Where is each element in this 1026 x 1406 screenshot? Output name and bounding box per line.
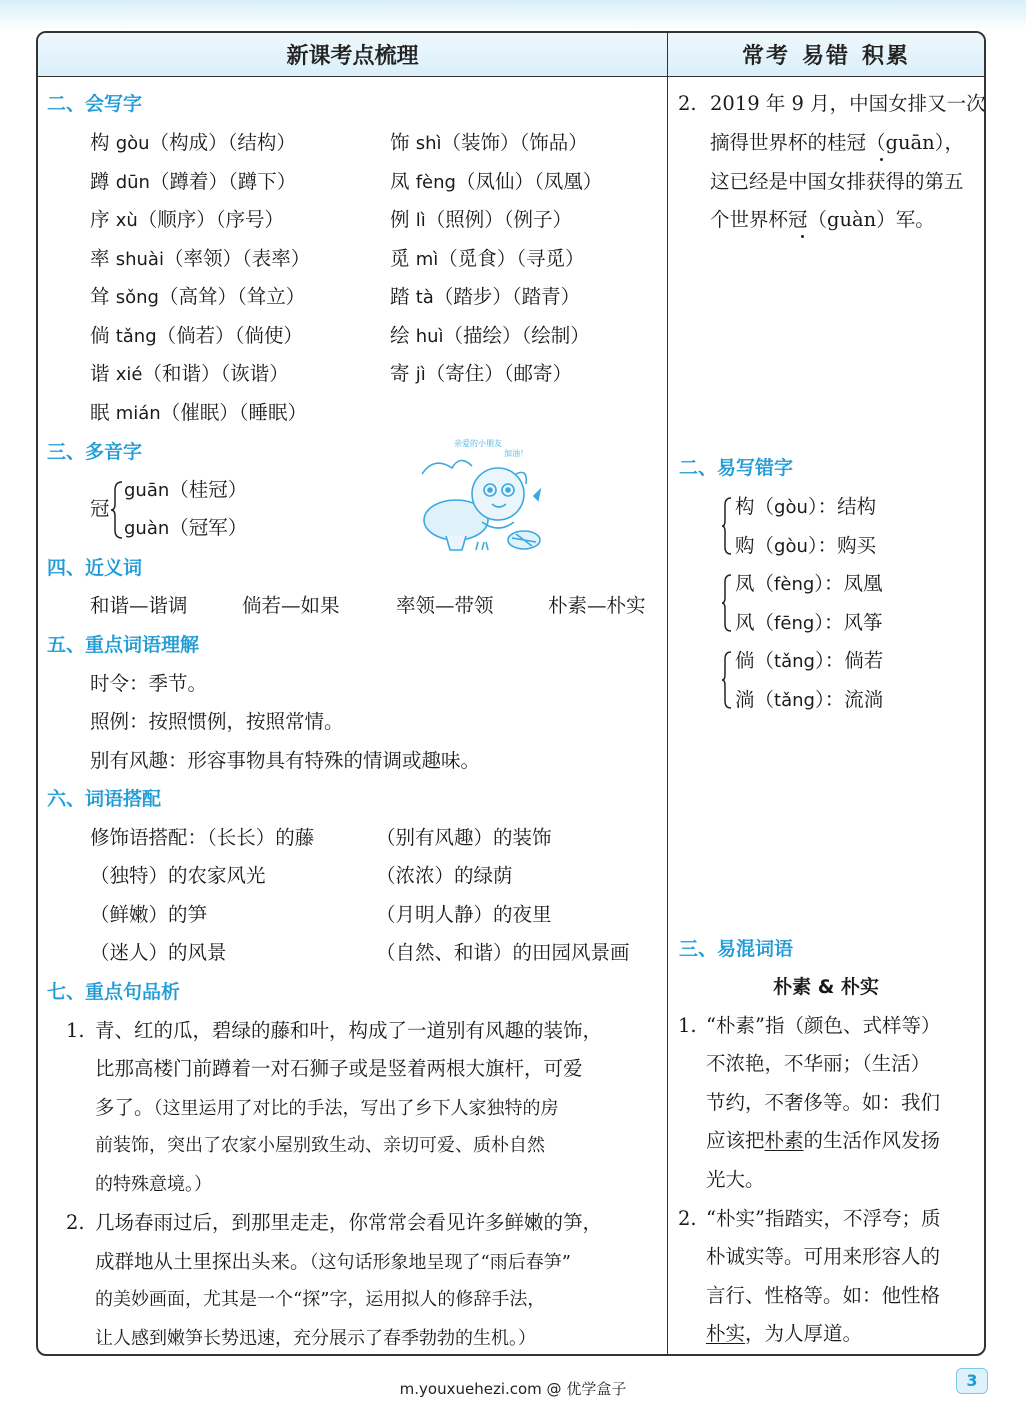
- word-explanation: 时令：季节。: [90, 672, 208, 695]
- collocation: （月明人静）的夜里: [376, 903, 552, 926]
- polyphone-reading: guàn（冠军）: [124, 516, 248, 539]
- collocation: （浓浓）的绿荫: [376, 864, 513, 887]
- right-column-header: [668, 33, 984, 77]
- error-char-entry: 购（gòu）：购买: [735, 534, 877, 557]
- left-column-header: 新课考点梳理: [38, 33, 667, 77]
- item-number: 1.: [678, 1014, 697, 1037]
- sentence-note: 的特殊意境。）: [95, 1174, 212, 1195]
- char-entry: 率 shuài（率领）（表率）: [90, 247, 311, 270]
- error-char-entry: 构（gòu）：结构: [735, 495, 877, 518]
- section-title-key-sentences: 七、重点句品析: [47, 981, 181, 1003]
- section-title-collocations: 六、词语搭配: [47, 788, 162, 810]
- char-entry: 谐 xié（和谐）（诙谐）: [90, 362, 289, 385]
- right-line: “朴实”指踏实，不浮夸；质: [706, 1207, 941, 1230]
- char-entry: 耸 sǒng（高耸）（耸立）: [90, 285, 306, 308]
- section-title-synonyms: 四、近义词: [47, 557, 143, 579]
- polyphone-reading: guān（桂冠）: [124, 478, 248, 501]
- sentence-note: 让人感到嫩笋长势迅速，充分展示了春季勃勃的生机。）: [95, 1328, 536, 1349]
- char-entry: 踏 tà（踏步）（踏青）: [390, 285, 581, 308]
- char-entry: 序 xù（顺序）（序号）: [90, 208, 285, 231]
- mascot-text: 加油！: [504, 449, 528, 458]
- right-line: 光大。: [706, 1168, 765, 1191]
- sentence-line: 几场春雨过后，到那里走走，你常常会看见许多鲜嫩的笋，: [95, 1211, 603, 1234]
- footer-site: m.youxuehezi.com @ 优学盒子: [399, 1380, 627, 1398]
- collocation: （鲜嫩）的笋: [90, 903, 208, 926]
- collocation: 修饰语搭配：（长长）的藤: [90, 826, 315, 849]
- sentence-line: 青、红的瓜，碧绿的藤和叶，构成了一道别有风趣的装饰，: [95, 1019, 603, 1042]
- char-entry: 寄 jì（寄住）（邮寄）: [390, 362, 572, 385]
- right-line: “朴素”指（颜色、式样等）: [706, 1014, 941, 1037]
- mascot-illustration: [416, 438, 551, 558]
- brace-icon: [721, 649, 733, 711]
- collocation: （别有风趣）的装饰: [376, 826, 552, 849]
- right-line: 个世界杯冠（guàn）军。: [710, 208, 935, 231]
- section-title-error-prone-chars: 二、易写错字: [679, 457, 794, 479]
- error-char-entry: 凤（fèng）：凤凰: [735, 572, 883, 595]
- right-line: 摘得世界杯的桂冠（guān），: [710, 131, 964, 154]
- char-entry: 倘 tǎng（倘若）（倘使）: [90, 324, 303, 347]
- right-line: 不浓艳，不华丽；（生活）: [706, 1052, 931, 1075]
- right-line: 2019 年 9 月，中国女排又一次: [710, 92, 986, 115]
- char-entry: 蹲 dūn（蹲着）（蹲下）: [90, 170, 297, 193]
- right-line: 朴实，为人厚道。: [706, 1322, 863, 1345]
- sentence-note: 的美妙画面，尤其是一个“探”字，运用拟人的修辞手法，: [95, 1289, 546, 1310]
- polyphone-char: 冠: [90, 497, 110, 520]
- synonym-pair: 朴素—朴实: [548, 594, 646, 617]
- char-entry: 饰 shì（装饰）（饰品）: [390, 131, 588, 154]
- top-decoration-band: [0, 0, 1026, 30]
- synonym-pair: 率领—带领: [396, 594, 494, 617]
- page-number: 3: [956, 1368, 988, 1394]
- section-title-writing-chars: 二、会写字: [47, 93, 143, 115]
- sentence-line: 比那高楼门前蹲着一对石狮子或是竖着两根大旗杆，可爱: [95, 1057, 583, 1080]
- char-entry: 例 lì（照例）（例子）: [390, 208, 572, 231]
- char-entry: 凤 fèng（凤仙）（凤凰）: [390, 170, 603, 193]
- sentence-line: 成群地从土里探出头来。（这句话形象地呈现了“雨后春笋”: [95, 1250, 571, 1273]
- word-explanation: 别有风趣：形容事物具有特殊的情调或趣味。: [90, 749, 481, 772]
- header-part-changkao: 常考: [741, 44, 790, 69]
- emphasis-dot: [801, 235, 804, 238]
- char-entry: 觅 mì（觅食）（寻觅）: [390, 247, 585, 270]
- right-line: 这已经是中国女排获得的第五: [710, 170, 964, 193]
- brace-icon: [721, 495, 733, 557]
- column-divider: [667, 31, 668, 1356]
- right-line: 节约，不奢侈等。如：我们: [706, 1091, 941, 1114]
- right-line: 应该把朴素的生活作风发扬: [706, 1129, 941, 1152]
- char-entry: 绘 huì（描绘）（绘制）: [390, 324, 590, 347]
- confusable-subtitle: 朴素 & 朴实: [773, 976, 879, 998]
- char-entry: 构 gòu（构成）（结构）: [90, 131, 296, 154]
- synonym-pair: 倘若—如果: [242, 594, 340, 617]
- collocation: （自然、和谐）的田园风景画: [376, 941, 630, 964]
- emphasis-dot: [880, 158, 883, 161]
- mascot-text: 亲爱的小朋友: [454, 439, 502, 448]
- right-line: 朴诚实等。可用来形容人的: [706, 1245, 941, 1268]
- error-char-entry: 倘（tǎng）：倘若: [735, 649, 884, 672]
- sentence-number: 1.: [66, 1019, 85, 1042]
- item-number: 2.: [678, 1207, 697, 1230]
- header-part-yicuo: 易错: [801, 44, 850, 69]
- word-explanation: 照例：按照惯例，按照常情。: [90, 710, 344, 733]
- header-part-jilei: 积累: [862, 44, 911, 69]
- sentence-number: 2.: [66, 1211, 85, 1234]
- sentence-note: 前装饰，突出了农家小屋别致生动、亲切可爱、质朴自然: [95, 1135, 545, 1156]
- collocation: （独特）的农家风光: [90, 864, 266, 887]
- sentence-line: 多了。（这里运用了对比的手法，写出了乡下人家独特的房: [95, 1096, 559, 1119]
- section-title-confusable-words: 三、易混词语: [679, 938, 794, 960]
- synonym-pair: 和谐—谐调: [90, 594, 188, 617]
- error-char-entry: 淌（tǎng）：流淌: [735, 688, 884, 711]
- error-char-entry: 风（fēng）：风筝: [735, 611, 883, 634]
- char-entry: 眠 mián（催眠）（睡眠）: [90, 401, 307, 424]
- right-line: 言行、性格等。如：他性格: [706, 1284, 941, 1307]
- collocation: （迷人）的风景: [90, 941, 227, 964]
- section-title-key-words: 五、重点词语理解: [47, 634, 200, 656]
- section-title-polyphone: 三、多音字: [47, 441, 143, 463]
- brace-icon: [110, 480, 124, 540]
- brace-icon: [721, 572, 733, 634]
- item-number: 2.: [678, 92, 697, 115]
